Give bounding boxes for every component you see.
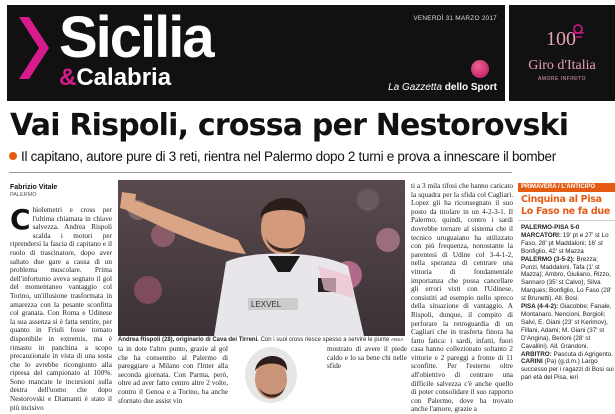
sidebar-paragraph-label: MARCATORI: [521,231,561,239]
article-photo [118,180,405,336]
article-column-4: mostrato di avere il piede caldo e lo sa bene chi nelle sfide [327,345,407,371]
sidebar-paragraph [521,358,615,382]
sidebar-paragraphs [521,232,615,382]
caption-bold: Andrea Rispoli (28), originario di Cava dei Tirreni. [118,337,259,343]
giro-ad-box[interactable] [509,5,615,101]
chevron-logo-icon [19,17,49,79]
article-column-5: ti a 3 mila tifosi che hanno caricato la squadra per la sfida col Cagliari. Lopez gli ha riconsegnato il suo posto da titolare in un 4-2-3-1. Il Palermo, quindi, contro i sardi dovrebbe tornare al sistema che il tecnico uruguaiano ha utilizzato con più frequenza, nonostante la parentesi di Udine col 3-4-1-2, nella speranza di centrare una vittoria di fondamentale importanza che possa cancellare gli errori visti con l'Udinese, consistiti ad esempio nello spreco della situazione di vantaggio. A Rispoli, dunque, il compito di perforare la retroguardia di un Cagliari che in trasferta finora ha fatto fatica: i sardi, infatti, fuori casa hanno collezionato soltanto 2 vittorie e 2 pareggi a fronte di 11 sconfitte. Per l'esterno oltre all'obiettivo di centrare una difficile salvezza c'è anche quello di poter consolidare il suo rapporto con Palermo, dove ha trovato anche l'amore, grazie a [411,182,513,414]
inset-photo [233,345,323,405]
caption-text: Con i suoi cross riesce spesso a servire le punte [258,337,390,343]
sidebar-paragraph-text: Giacobbe; Fanale, Montanaro, Nencioni, Borgioli; Salvi, E. Giani (23' st Kerimov), Fillani, Adami; M. Giani (37' st D'Angina), Berioni (28' st Cavallini). All. Grandoni. [521,303,612,350]
article-headline: Vai Rispoli, crossa per Nestorovski [10,108,569,143]
sidebar-section-label: PRIMAVERA / L'ANTICIPO [518,183,615,192]
masthead-title: Sicilia [59,5,213,70]
masthead [7,5,505,101]
sidebar-paragraph [521,303,615,350]
divider [9,172,512,173]
gazzetta-globe-icon [471,60,489,78]
byline-place: PALERMO [10,192,37,198]
sidebar-title: Cinquina al Pisa Lo Faso ne fa due [521,194,610,217]
inset-player-photo [233,345,323,405]
sidebar-paragraph [521,256,615,303]
player-photo-illustration [118,180,405,336]
giro-title: Giro d'Italia [528,58,596,73]
svg-text:100: 100 [546,28,576,50]
column-1-text: hiolemetri e cross per l'ultima chiamata in chiave salvezza. Andrea Rispoli scalda i motori per riprendersi la fascia di capitano e il ruolo di trascinatore, dopo aver saltato due gare a causa di un problema muscolare. Prima dell'infortunio aveva segnato il gol del momentaneo vantaggio col Torino, un'illusione trasformata in amarezza con la pesante sconfitta col granata. Con Roma e Udinese la sua assenza si è fatta sentire, per quanto in Friuli fosse tornato disponibile in extremis, ma è rimasto in panchina a scopo precauzionale in vista di una sosta che lo avrebbe ricongiunto alla ripresa del campionato al 100%. Sono mancate le incursioni sulla destra dell'uomo che dopo Nestorovski e Diamanti è stato il più incisivo [10,206,112,412]
sidebar-paragraph-label: CARINI [521,358,543,366]
newspaper-name [388,82,497,93]
bullet-dot-icon [9,152,17,160]
masthead-subtitle [59,65,171,91]
sidebar-paragraph [521,351,615,359]
masthead-ampersand: & [59,64,77,91]
article-column-1 [10,203,112,412]
sidebar-divider [518,220,615,221]
issue-date: VENERDÌ 31 MARZO 2017 [413,15,497,22]
sidebar-result: PALERMO-PISA 5-0 [521,224,580,231]
sidebar-primavera [518,172,615,400]
giro-100-logo-icon [546,23,586,49]
article-column-2: ta in dote l'altro punto, grazie al gol che ha consentito al Palermo di pareggiare a Milano con l'Inter alla seconda giornata. Con Parma, però, oltre ad aver fatto centro altre 2 volte, contro il Genoa e a Torino, ha anche sfornato due assist vin [118,345,228,405]
subhead-text: Il capitano, autore pure di 3 reti, rientra nel Palermo dopo 2 turni e prova a innescare il bomber [21,149,556,164]
sidebar-paragraph-text: (Pa) (g.d.m.) Largo successo per i ragazzi di Bosi sui pari età del Pisa, ieri [521,358,614,382]
paper-name-prefix: La Gazzetta [388,82,442,93]
sidebar-paragraph-label: ARBITRO: [521,350,552,358]
drop-cap: C [10,203,31,236]
photo-caption [118,337,438,343]
caption-credit: ANSA [391,337,404,342]
article-subhead [9,149,556,164]
svg-text:LEXVEL: LEXVEL [251,300,282,309]
masthead-region: Calabria [76,64,172,91]
byline-author: Fabrizio Vitale [10,184,58,191]
sidebar-paragraph [521,232,615,256]
sidebar-paragraph-label: PISA (4-4-2): [521,303,559,311]
paper-name-suffix: dello Sport [442,82,497,93]
sidebar-paragraph-text: Brezza; Punzi, Maddaloni, Tafa (1' st Mazza); Ambro, Giuliano, Rizzo, Sannaro (35' st Calvo), Silva Marques; Bonfiglio, Lo Faso (28' st Brunetti). All. Bosi. [521,255,612,303]
sidebar-paragraph-label: PALERMO (3-5-2): [521,255,575,263]
byline [10,184,112,198]
sidebar-paragraph-text: Pascuta di Agrigento. [551,350,614,358]
giro-tagline: AMORE INFINITO [537,76,587,82]
sidebar-body [521,224,615,382]
sidebar-paragraph-text: 19' pt e 27' st Lo Faso, 28' pt Maddaloni; 16' st Bonfiglio, 42' st Mazza [521,231,609,255]
